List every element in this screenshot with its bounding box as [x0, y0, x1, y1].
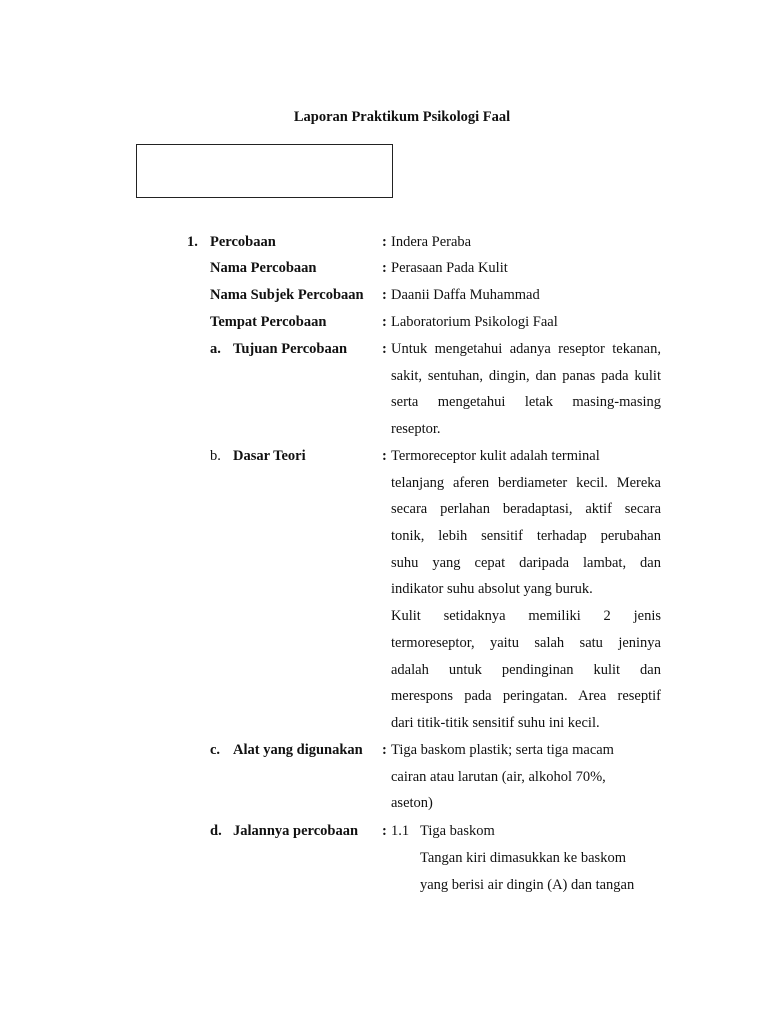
alat-line: Tiga baskom plastik; serta tiga macam	[391, 742, 614, 758]
dasar-teori-line: telanjang aferen berdiameter kecil. Mereka	[391, 475, 661, 491]
alat-line: aseton)	[391, 795, 433, 811]
empty-box	[136, 144, 393, 198]
dasar-teori-line: tonik, lebih sensitif terhadap perubahan	[391, 528, 661, 544]
jalannya-line: yang berisi air dingin (A) dan tangan	[420, 877, 635, 893]
field-value-tempat: Laboratorium Psikologi Faal	[391, 314, 558, 330]
document-title: Laporan Praktikum Psikologi Faal	[293, 109, 511, 125]
dasar-teori-line: indikator suhu absolut yang buruk.	[391, 581, 593, 597]
tujuan-line: Untuk mengetahui adanya reseptor tekanan,	[391, 341, 661, 357]
colon: :	[382, 314, 387, 330]
dasar-teori-line: termoreseptor, yaitu salah satu jeninya	[391, 635, 661, 651]
colon: :	[382, 234, 387, 250]
section-marker-a: a.	[210, 341, 221, 357]
field-label-nama-percobaan: Nama Percobaan	[210, 260, 317, 276]
section-marker-d: d.	[210, 823, 222, 839]
dasar-teori-line: adalah untuk pendinginan kulit dan	[391, 662, 661, 678]
field-value-percobaan: Indera Peraba	[391, 234, 472, 250]
tujuan-line: reseptor.	[391, 421, 441, 437]
field-label-nama-subjek: Nama Subjek Percobaan	[210, 287, 364, 303]
dasar-teori-line: Termoreceptor kulit adalah terminal	[391, 448, 600, 464]
sub-number: 1.1	[391, 823, 410, 839]
section-label-alat: Alat yang digunakan	[233, 742, 363, 758]
colon: :	[382, 341, 387, 357]
field-label-percobaan: Percobaan	[210, 234, 276, 250]
field-label-tempat: Tempat Percobaan	[210, 314, 327, 330]
tujuan-line: sakit, sentuhan, dingin, dan panas pada kulit	[391, 368, 661, 384]
colon: :	[382, 823, 387, 839]
colon: :	[382, 742, 387, 758]
jalannya-line: Tangan kiri dimasukkan ke baskom	[420, 850, 626, 866]
field-value-nama-subjek: Daanii Daffa Muhammad	[391, 287, 540, 303]
section-label-dasar-teori: Dasar Teori	[233, 448, 306, 464]
alat-line: cairan atau larutan (air, alkohol 70%,	[391, 769, 606, 785]
section-marker-c: c.	[210, 742, 221, 758]
section-marker-b: b.	[210, 448, 221, 464]
section-label-tujuan: Tujuan Percobaan	[233, 341, 348, 357]
item-number: 1.	[187, 234, 198, 250]
dasar-teori-line: dari titik-titik sensitif suhu ini kecil.	[391, 715, 600, 731]
sub-title: Tiga baskom	[420, 823, 495, 839]
dasar-teori-line: merespons pada peringatan. Area reseptif	[391, 688, 661, 704]
dasar-teori-line: secara perlahan beradaptasi, aktif secara	[391, 501, 661, 517]
colon: :	[382, 448, 387, 464]
tujuan-line: serta mengetahui letak masing-masing	[391, 394, 661, 410]
section-label-jalannya: Jalannya percobaan	[233, 823, 359, 839]
colon: :	[382, 260, 387, 276]
dasar-teori-line: suhu yang cepat daripada lambat, dan	[391, 555, 661, 571]
dasar-teori-line: Kulit setidaknya memiliki 2 jenis	[391, 608, 661, 624]
colon: :	[382, 287, 387, 303]
field-value-nama-percobaan: Perasaan Pada Kulit	[391, 260, 508, 276]
